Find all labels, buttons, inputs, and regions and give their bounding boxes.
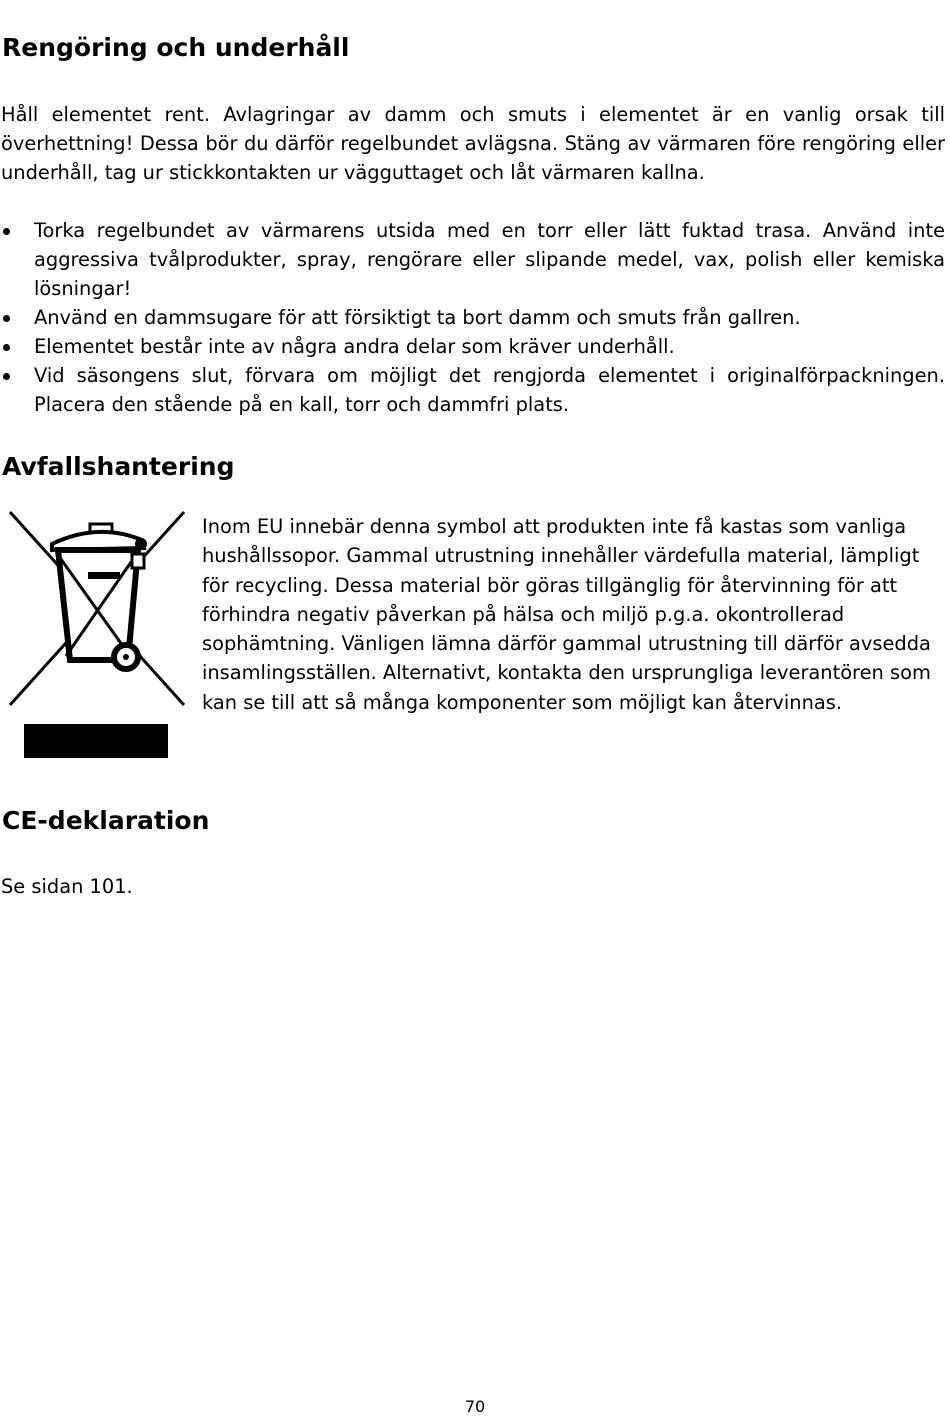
bullet-icon xyxy=(3,315,10,322)
section-heading-cleaning: Rengöring och underhåll xyxy=(2,33,350,62)
disposal-paragraph: Inom EU innebär denna symbol att produkten inte få kastas som vanliga hushållssopor. Gammal utrustning innehåller värdefulla material, lämpligt för recycling. Dessa material bör göras tillgänglig för återvinning för att förhindra negativ påverkan på hälsa och miljö p.g.a. okontrollerad sophämtning. Vänligen lämna därför gammal utrustning till därför avsedda insamlingsställen. Alternativt, kontakta den ursprungliga leverantören som kan se till att så många komponenter som möjligt kan återvinnas. xyxy=(202,515,931,714)
section-heading-disposal: Avfallshantering xyxy=(2,452,235,481)
section-heading-ce: CE-deklaration xyxy=(2,806,210,835)
ce-reference-text: Se sidan 101. xyxy=(1,875,133,898)
list-item xyxy=(0,361,945,419)
list-item xyxy=(0,332,945,361)
list-item-text: Använd en dammsugare för att försiktigt ta bort damm och smuts från gallren. xyxy=(34,306,801,329)
cleaning-bullet-list xyxy=(0,216,945,419)
crossed-out-wheelie-bin-icon xyxy=(8,510,188,760)
list-item-text: Elementet består inte av några andra delar som kräver underhåll. xyxy=(34,335,675,358)
list-item xyxy=(0,216,945,303)
list-item xyxy=(0,303,945,332)
bullet-icon xyxy=(3,228,10,235)
page-number: 70 xyxy=(464,1397,486,1416)
list-item-text: Vid säsongens slut, förvara om möjligt det rengjorda elementet i originalförpackningen. Placera den stående på en kall, torr och dammfri plats. xyxy=(34,364,945,416)
cleaning-intro-paragraph: Håll elementet rent. Avlagringar av damm och smuts i elementet är en vanlig orsak till överhettning! Dessa bör du därför regelbundet avlägsna. Stäng av värmaren före rengöring eller underhåll, tag ur stickkontakten ur vägguttaget och låt värmaren kallna. xyxy=(1,103,945,184)
bullet-icon xyxy=(3,344,10,351)
bullet-icon xyxy=(3,373,10,380)
list-item-text: Torka regelbundet av värmarens utsida med en torr eller lätt fuktad trasa. Använd inte aggressiva tvålprodukter, spray, rengörare eller slipande medel, vax, polish eller kemiska lösningar! xyxy=(34,219,945,300)
